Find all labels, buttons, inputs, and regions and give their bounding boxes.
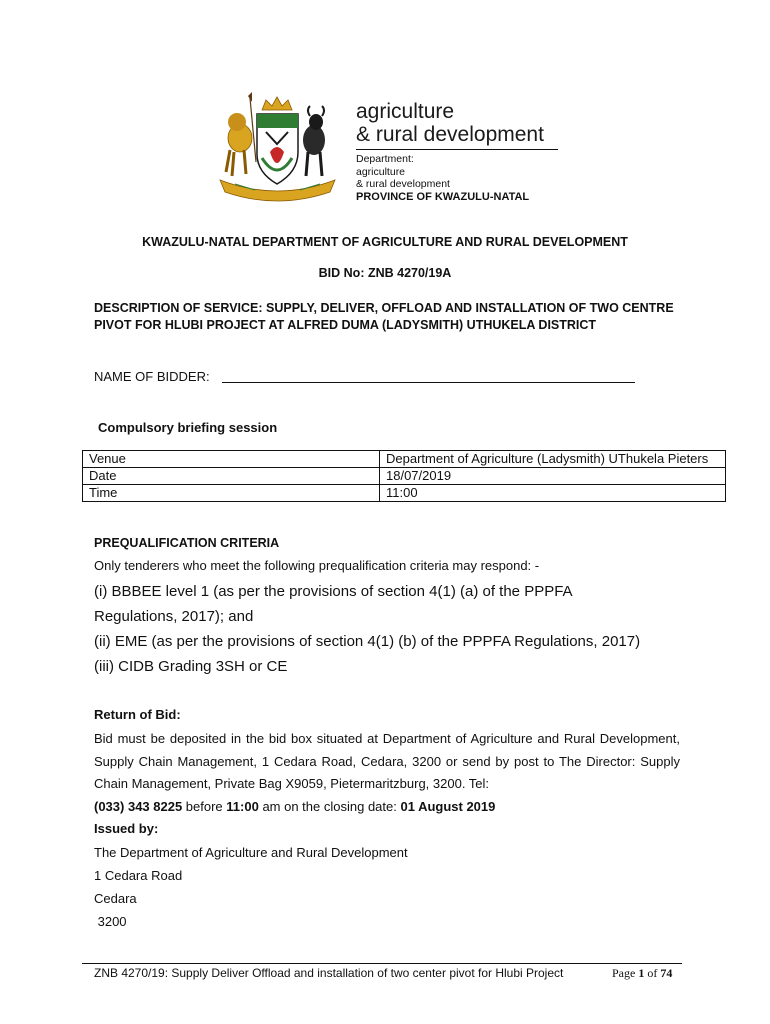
briefing-table — [82, 450, 726, 502]
brand-title-line2: & rural development — [356, 123, 544, 146]
return-of-bid-text — [94, 728, 680, 818]
province-label: PROVINCE OF KWAZULU-NATAL — [356, 190, 530, 203]
dept-line3: & rural development — [356, 178, 450, 190]
closing-time: 11:00 — [226, 798, 259, 814]
briefing-heading: Compulsory briefing session — [98, 420, 278, 435]
department-title: KWAZULU-NATAL DEPARTMENT OF AGRICULTURE AND RURAL DEVELOPMENT — [142, 235, 628, 249]
date-label: Date — [83, 468, 380, 485]
return-of-bid-heading: Return of Bid: — [94, 707, 181, 722]
dept-line2: agriculture — [356, 165, 406, 178]
department-block — [356, 153, 529, 203]
footer-divider — [82, 963, 682, 964]
return-body: Bid must be deposited in the bid box situated at Department of Agriculture and Rural Development, Supply Chain Management, 1 Cedara Road, Cedara, 3200 or send by post to The Director: Supply Chain Management, Private Bag X9059, Pietermaritzburg, 3200. Tel: — [94, 731, 680, 791]
before-text: before — [182, 798, 227, 814]
criterion-1-line2: Regulations, 2017); and — [94, 608, 254, 625]
page-label: Page — [612, 966, 636, 980]
page-indicator — [612, 966, 672, 981]
service-description: DESCRIPTION OF SERVICE: SUPPLY, DELIVER, OFFLOAD AND INSTALLATION OF TWO CENTRE PIVOT FOR HLUBI PROJECT AT ALFRED DUMA (LADYSMITH) UTHUKELA DISTRICT — [94, 301, 674, 332]
bidder-name-line — [222, 382, 635, 383]
mid-text: am on the closing date: — [258, 798, 401, 814]
time-value: 11:00 — [380, 485, 726, 502]
kzn-coat-of-arms-logo — [210, 92, 345, 207]
prequalification-intro: Only tenderers who meet the following prequalification criteria may respond: - — [94, 558, 540, 573]
bidder-label: NAME OF BIDDER: — [94, 369, 210, 384]
criterion-2: (ii) EME (as per the provisions of section 4(1) (b) of the PPPFA Regulations, 2017) — [94, 633, 641, 650]
closing-date: 01 August 2019 — [400, 798, 496, 814]
issuer-postcode: 3200 — [94, 914, 127, 929]
page-number: 1 — [638, 966, 645, 980]
prequalification-heading: PREQUALIFICATION CRITERIA — [94, 536, 280, 550]
table-row — [83, 485, 726, 502]
of-label: of — [647, 966, 658, 980]
tel-number: (033) 343 8225 — [94, 798, 183, 814]
table-row — [83, 468, 726, 485]
criterion-1-line1: (i) BBBEE level 1 (as per the provisions of section 4(1) (a) of the PPPFA — [94, 583, 573, 600]
issuer-name: The Department of Agriculture and Rural Development — [94, 845, 408, 860]
bid-number: BID No: ZNB 4270/19A — [318, 266, 452, 280]
issuer-street: 1 Cedara Road — [94, 868, 183, 883]
total-pages: 74 — [660, 966, 673, 980]
criterion-3: (iii) CIDB Grading 3SH or CE — [94, 658, 288, 675]
brand-title-line1: agriculture — [356, 100, 455, 123]
issuer-town: Cedara — [94, 891, 137, 906]
table-row — [83, 451, 726, 468]
time-label: Time — [83, 485, 380, 502]
footer-text: ZNB 4270/19: Supply Deliver Offload and installation of two center pivot for Hlubi Project — [94, 966, 564, 980]
venue-label: Venue — [83, 451, 380, 468]
venue-value: Department of Agriculture (Ladysmith) UThukela Pieters — [380, 451, 726, 468]
date-value: 18/07/2019 — [380, 468, 726, 485]
issued-by-heading: Issued by: — [94, 821, 159, 836]
brand-divider — [356, 149, 558, 150]
dept-label: Department: — [356, 153, 414, 165]
